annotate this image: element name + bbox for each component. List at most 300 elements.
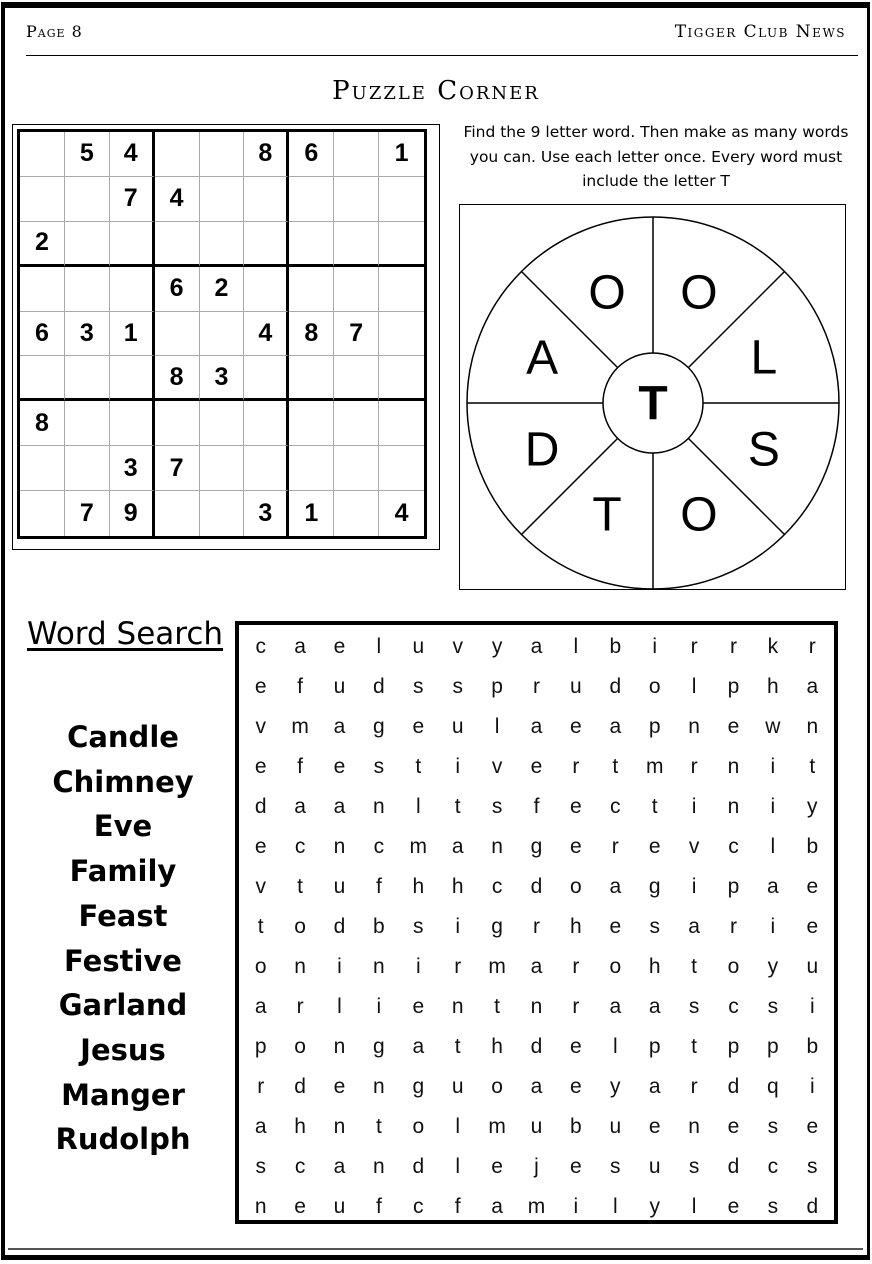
word-search-letter[interactable]: a	[333, 795, 346, 818]
sudoku-cell[interactable]	[110, 222, 155, 267]
word-search-letter[interactable]: a	[333, 1155, 346, 1178]
sudoku-cell[interactable]: 7	[334, 312, 379, 357]
word-search-letter[interactable]: n	[491, 835, 503, 858]
word-search-letter[interactable]: m	[291, 715, 309, 738]
word-search-letter[interactable]: t	[651, 795, 658, 818]
word-search-letter[interactable]: e	[570, 1155, 582, 1178]
word-search-letter[interactable]: l	[573, 635, 579, 658]
word-search-letter[interactable]: d	[727, 1075, 740, 1098]
word-search-letter[interactable]: m	[409, 835, 428, 858]
word-search-letter[interactable]: e	[412, 995, 425, 1018]
sudoku-cell[interactable]: 4	[394, 499, 409, 528]
sudoku-cell[interactable]	[110, 401, 155, 446]
word-search-letter[interactable]: e	[727, 715, 740, 738]
sudoku-cell[interactable]	[155, 312, 200, 357]
sudoku-cell[interactable]	[20, 446, 65, 491]
word-search-letter[interactable]: d	[530, 875, 543, 898]
sudoku-cell[interactable]	[379, 177, 424, 222]
word-search-letter[interactable]: p	[648, 1035, 661, 1058]
word-search-letter[interactable]: g	[373, 1035, 385, 1058]
word-search-letter[interactable]: o	[294, 1035, 306, 1058]
word-search-letter[interactable]: s	[767, 1115, 779, 1138]
sudoku-cell[interactable]	[65, 222, 110, 267]
sudoku-cell[interactable]	[200, 312, 245, 357]
sudoku-cell[interactable]: 7	[155, 446, 200, 491]
word-search-letter[interactable]: o	[648, 675, 661, 698]
word-search-letter[interactable]: b	[806, 1035, 819, 1058]
word-search-letter[interactable]: y	[807, 795, 818, 818]
word-search-letter[interactable]: c	[413, 1195, 424, 1218]
word-search-letter[interactable]: t	[612, 755, 619, 778]
word-search-letter[interactable]: a	[609, 995, 622, 1018]
word-search-letter[interactable]: b	[570, 1115, 582, 1138]
word-search-letter[interactable]: s	[688, 1155, 700, 1178]
word-search-letter[interactable]: p	[727, 875, 740, 898]
sudoku-cell[interactable]	[155, 491, 200, 536]
sudoku-cell[interactable]	[200, 446, 245, 491]
word-search-letter[interactable]: i	[809, 995, 815, 1018]
sudoku-cell[interactable]	[334, 491, 379, 536]
word-search-letter[interactable]: p	[648, 715, 661, 738]
word-search-letter[interactable]: e	[530, 755, 543, 778]
word-search-letter[interactable]: i	[691, 795, 697, 818]
word-search-letter[interactable]: h	[648, 955, 661, 978]
word-search-letter[interactable]: q	[767, 1075, 779, 1098]
word-search-letter[interactable]: d	[727, 1155, 740, 1178]
word-search-letter[interactable]: h	[294, 1115, 306, 1138]
word-search-letter[interactable]: t	[809, 755, 816, 778]
word-search-letter[interactable]: d	[530, 1035, 543, 1058]
word-search-letter[interactable]: e	[254, 755, 267, 778]
word-search-letter[interactable]: c	[491, 875, 503, 898]
word-search-letter[interactable]: a	[609, 875, 622, 898]
word-search-letter[interactable]: a	[767, 875, 779, 898]
word-search-letter[interactable]: e	[570, 715, 582, 738]
word-search-letter[interactable]: f	[297, 675, 304, 698]
sudoku-cell[interactable]	[244, 267, 289, 312]
word-search-letter[interactable]: e	[333, 1075, 346, 1098]
word-search-letter[interactable]: s	[807, 1155, 818, 1178]
sudoku-cell[interactable]	[155, 222, 200, 267]
word-search-letter[interactable]: g	[530, 835, 543, 858]
word-search-letter[interactable]: r	[690, 755, 698, 778]
word-search-letter[interactable]: c	[255, 635, 266, 658]
word-search-letter[interactable]: t	[375, 1115, 382, 1138]
sudoku-cell[interactable]	[334, 177, 379, 222]
word-search-letter[interactable]: m	[527, 1195, 546, 1218]
word-search-letter[interactable]: g	[412, 1075, 425, 1098]
word-search-letter[interactable]: a	[530, 955, 543, 978]
word-search-letter[interactable]: u	[333, 675, 346, 698]
word-search-letter[interactable]: i	[573, 1195, 579, 1218]
sudoku-cell[interactable]: 2	[20, 222, 65, 267]
word-search-letter[interactable]: u	[530, 1115, 543, 1138]
sudoku-cell[interactable]	[155, 401, 200, 446]
word-search-letter[interactable]: t	[691, 1035, 698, 1058]
word-search-letter[interactable]: d	[412, 1155, 425, 1178]
sudoku-cell[interactable]	[200, 401, 245, 446]
word-search-letter[interactable]: v	[255, 715, 266, 738]
sudoku-cell[interactable]: 4	[110, 132, 155, 177]
sudoku-cell[interactable]	[200, 177, 245, 222]
sudoku-cell[interactable]	[244, 401, 289, 446]
word-search-letter[interactable]: d	[609, 675, 622, 698]
word-search-letter[interactable]: o	[294, 915, 306, 938]
word-search-letter[interactable]: h	[451, 875, 464, 898]
sudoku-cell[interactable]	[379, 401, 424, 446]
sudoku-cell[interactable]	[334, 401, 379, 446]
word-search-letter[interactable]: l	[376, 635, 382, 658]
word-search-letter[interactable]: r	[296, 995, 304, 1018]
sudoku-cell[interactable]: 3	[65, 312, 110, 357]
word-search-letter[interactable]: n	[333, 1115, 346, 1138]
sudoku-cell[interactable]	[289, 267, 334, 312]
sudoku-cell[interactable]	[65, 177, 110, 222]
word-search-letter[interactable]: e	[491, 1155, 503, 1178]
word-search-letter[interactable]: r	[729, 915, 737, 938]
word-search-letter[interactable]: a	[333, 715, 346, 738]
sudoku-cell[interactable]	[289, 222, 334, 267]
word-search-letter[interactable]: b	[609, 635, 622, 658]
word-search-letter[interactable]: o	[609, 955, 622, 978]
sudoku-cell[interactable]: 8	[244, 132, 289, 177]
word-search-letter[interactable]: y	[610, 1075, 621, 1098]
sudoku-cell[interactable]	[110, 356, 155, 401]
sudoku-cell[interactable]	[244, 222, 289, 267]
word-search-letter[interactable]: o	[254, 955, 267, 978]
word-search-letter[interactable]: n	[373, 795, 385, 818]
word-search-letter[interactable]: s	[373, 755, 385, 778]
word-search-letter[interactable]: s	[610, 1155, 621, 1178]
word-search-letter[interactable]: g	[491, 915, 503, 938]
sudoku-cell[interactable]: 1	[379, 132, 424, 177]
sudoku-cell[interactable]	[200, 491, 245, 536]
sudoku-cell[interactable]	[334, 132, 379, 177]
word-search-letter[interactable]: t	[297, 875, 304, 898]
word-search-letter[interactable]: f	[375, 1195, 382, 1218]
word-search-letter[interactable]: a	[412, 1035, 425, 1058]
word-search-letter[interactable]: u	[333, 1195, 346, 1218]
word-search-letter[interactable]: s	[413, 915, 424, 938]
word-search-letter[interactable]: s	[649, 915, 660, 938]
word-search-letter[interactable]: m	[645, 755, 664, 778]
sudoku-cell[interactable]	[155, 132, 200, 177]
word-search-letter[interactable]: j	[534, 1155, 539, 1178]
word-search-letter[interactable]: h	[767, 675, 779, 698]
sudoku-cell[interactable]	[65, 267, 110, 312]
word-search-letter[interactable]: d	[254, 795, 267, 818]
word-search-letter[interactable]: i	[770, 795, 776, 818]
word-search-letter[interactable]: u	[648, 1155, 661, 1178]
word-search-letter[interactable]: c	[294, 835, 306, 858]
word-search-letter[interactable]: f	[533, 795, 540, 818]
sudoku-cell[interactable]: 7	[65, 491, 110, 536]
word-search-letter[interactable]: i	[337, 955, 342, 978]
word-search-letter[interactable]: c	[728, 995, 739, 1018]
sudoku-cell[interactable]	[334, 446, 379, 491]
word-search-letter[interactable]: s	[688, 995, 700, 1018]
word-search-letter[interactable]: u	[570, 675, 582, 698]
word-search-letter[interactable]: a	[806, 675, 819, 698]
word-search-letter[interactable]: r	[572, 755, 580, 778]
word-search-letter[interactable]: n	[530, 995, 543, 1018]
sudoku-cell[interactable]	[65, 401, 110, 446]
word-search-letter[interactable]: a	[530, 715, 543, 738]
word-search-letter[interactable]: a	[294, 635, 306, 658]
word-search-letter[interactable]: s	[255, 1155, 266, 1178]
word-search-letter[interactable]: m	[488, 955, 506, 978]
word-search-letter[interactable]: f	[297, 755, 304, 778]
word-search-letter[interactable]: f	[375, 875, 382, 898]
word-search-letter[interactable]: a	[294, 795, 306, 818]
sudoku-cell[interactable]: 8	[20, 401, 65, 446]
word-search-letter[interactable]: v	[688, 835, 700, 858]
sudoku-cell[interactable]: 4	[244, 312, 289, 357]
word-search-letter[interactable]: l	[455, 1155, 461, 1178]
word-search-letter[interactable]: l	[770, 835, 776, 858]
word-search-letter[interactable]: e	[570, 835, 582, 858]
sudoku-cell[interactable]	[20, 177, 65, 222]
word-search-letter[interactable]: r	[690, 1075, 698, 1098]
sudoku-cell[interactable]	[334, 267, 379, 312]
sudoku-cell[interactable]	[289, 446, 334, 491]
word-search-letter[interactable]: i	[770, 915, 776, 938]
word-search-letter[interactable]: a	[530, 1075, 543, 1098]
word-search-letter[interactable]: u	[451, 1075, 464, 1098]
word-search-letter[interactable]: n	[254, 1195, 267, 1218]
word-search-letter[interactable]: w	[765, 715, 781, 738]
word-search-letter[interactable]: n	[806, 715, 819, 738]
word-search-letter[interactable]: y	[649, 1195, 660, 1218]
word-search-letter[interactable]: c	[728, 835, 739, 858]
word-search-letter[interactable]: a	[254, 995, 267, 1018]
word-search-letter[interactable]: u	[609, 1115, 622, 1138]
sudoku-cell[interactable]	[200, 132, 245, 177]
word-search-letter[interactable]: n	[373, 955, 385, 978]
word-search-letter[interactable]: d	[333, 915, 346, 938]
word-search-letter[interactable]: e	[806, 875, 819, 898]
word-search-letter[interactable]: d	[806, 1195, 819, 1218]
word-search-letter[interactable]: s	[767, 1195, 779, 1218]
word-search-letter[interactable]: v	[255, 875, 266, 898]
sudoku-cell[interactable]	[65, 356, 110, 401]
word-search-letter[interactable]: t	[454, 1035, 461, 1058]
word-search-letter[interactable]: u	[806, 955, 819, 978]
word-search-letter[interactable]: e	[294, 1195, 306, 1218]
word-search-letter[interactable]: n	[727, 755, 740, 778]
word-search-letter[interactable]: d	[373, 675, 385, 698]
sudoku-cell[interactable]	[379, 312, 424, 357]
word-search-letter[interactable]: a	[688, 915, 700, 938]
sudoku-cell[interactable]: 3	[110, 446, 155, 491]
word-search-letter[interactable]: n	[333, 1035, 346, 1058]
word-search-letter[interactable]: h	[491, 1035, 503, 1058]
sudoku-cell[interactable]	[110, 267, 155, 312]
sudoku-cell[interactable]: 6	[20, 312, 65, 357]
word-search-letter[interactable]: i	[415, 955, 421, 978]
word-search-letter[interactable]: l	[494, 715, 500, 738]
sudoku-cell[interactable]	[289, 356, 334, 401]
word-search-letter[interactable]: e	[254, 675, 267, 698]
word-search-letter[interactable]: t	[454, 795, 461, 818]
sudoku-cell[interactable]: 8	[289, 312, 334, 357]
word-search-letter[interactable]: e	[333, 755, 346, 778]
word-search-letter[interactable]: r	[729, 635, 737, 658]
word-search-letter[interactable]: e	[806, 915, 819, 938]
word-search-letter[interactable]: l	[612, 1195, 618, 1218]
sudoku-cell[interactable]: 6	[289, 132, 334, 177]
sudoku-cell[interactable]: 8	[155, 356, 200, 401]
word-search-letter[interactable]: i	[652, 635, 658, 658]
word-search-letter[interactable]: n	[294, 955, 306, 978]
word-search-letter[interactable]: a	[648, 1075, 661, 1098]
word-search-letter[interactable]: n	[688, 1115, 700, 1138]
word-search-letter[interactable]: e	[412, 715, 425, 738]
word-search-letter[interactable]: m	[488, 1115, 506, 1138]
word-search-letter[interactable]: l	[612, 1035, 618, 1058]
word-search-letter[interactable]: c	[294, 1155, 306, 1178]
word-search-letter[interactable]: p	[767, 1035, 779, 1058]
sudoku-cell[interactable]: 4	[155, 177, 200, 222]
word-search-letter[interactable]: a	[254, 1115, 267, 1138]
word-search-letter[interactable]: n	[727, 795, 740, 818]
word-search-letter[interactable]: r	[532, 675, 540, 698]
word-search-letter[interactable]: n	[373, 1155, 385, 1178]
word-search-letter[interactable]: s	[491, 795, 503, 818]
sudoku-cell[interactable]	[379, 222, 424, 267]
word-search-letter[interactable]: e	[570, 1075, 582, 1098]
word-search-letter[interactable]: k	[767, 635, 779, 658]
sudoku-cell[interactable]: 6	[155, 267, 200, 312]
word-search-letter[interactable]: p	[491, 675, 503, 698]
word-search-letter[interactable]: u	[451, 715, 464, 738]
sudoku-cell[interactable]	[334, 356, 379, 401]
word-search-letter[interactable]: e	[609, 915, 622, 938]
sudoku-cell[interactable]: 9	[110, 491, 155, 536]
word-search-letter[interactable]: r	[532, 915, 540, 938]
word-search-letter[interactable]: p	[254, 1035, 267, 1058]
sudoku-cell[interactable]	[289, 401, 334, 446]
word-search-letter[interactable]: i	[376, 995, 382, 1018]
sudoku-cell[interactable]	[289, 177, 334, 222]
sudoku-cell[interactable]	[20, 132, 65, 177]
sudoku-cell[interactable]	[20, 356, 65, 401]
word-search-letter[interactable]: e	[333, 635, 346, 658]
word-search-letter[interactable]: s	[413, 675, 424, 698]
word-search-letter[interactable]: e	[727, 1115, 740, 1138]
word-search-letter[interactable]: e	[648, 835, 661, 858]
word-search-letter[interactable]: c	[610, 795, 621, 818]
word-search-letter[interactable]: p	[727, 1035, 740, 1058]
word-search-letter[interactable]: o	[727, 955, 740, 978]
word-search-letter[interactable]: r	[808, 635, 816, 658]
sudoku-cell[interactable]: 1	[110, 312, 155, 357]
word-search-letter[interactable]: n	[373, 1075, 385, 1098]
word-search-letter[interactable]: f	[454, 1195, 461, 1218]
sudoku-cell[interactable]: 3	[200, 356, 245, 401]
word-search-letter[interactable]: g	[648, 875, 661, 898]
word-search-letter[interactable]: i	[809, 1075, 815, 1098]
word-search-letter[interactable]: o	[491, 1075, 503, 1098]
word-search-letter[interactable]: a	[491, 1195, 503, 1218]
word-search-letter[interactable]: s	[767, 995, 779, 1018]
word-search-letter[interactable]: e	[254, 835, 267, 858]
word-search-letter[interactable]: r	[572, 955, 580, 978]
sudoku-cell[interactable]	[20, 491, 65, 536]
sudoku-cell[interactable]	[244, 177, 289, 222]
word-search-letter[interactable]: l	[691, 675, 697, 698]
sudoku-cell[interactable]: 3	[244, 491, 289, 536]
word-search-letter[interactable]: i	[691, 875, 697, 898]
word-search-letter[interactable]: e	[806, 1115, 819, 1138]
sudoku-cell[interactable]	[20, 267, 65, 312]
word-search-letter[interactable]: t	[415, 755, 422, 778]
sudoku-cell[interactable]	[244, 356, 289, 401]
word-search-letter[interactable]: y	[767, 955, 779, 978]
word-search-letter[interactable]: o	[412, 1115, 425, 1138]
word-search-letter[interactable]: t	[494, 995, 501, 1018]
word-search-letter[interactable]: i	[455, 915, 461, 938]
sudoku-cell[interactable]	[65, 446, 110, 491]
word-search-letter[interactable]: r	[690, 635, 698, 658]
word-search-letter[interactable]: o	[570, 875, 582, 898]
word-search-letter[interactable]: b	[373, 915, 385, 938]
word-search-letter[interactable]: v	[491, 755, 503, 778]
word-search-letter[interactable]: h	[412, 875, 425, 898]
word-search-letter[interactable]: e	[570, 795, 582, 818]
word-search-letter[interactable]: n	[451, 995, 464, 1018]
word-search-letter[interactable]: n	[333, 835, 346, 858]
word-search-letter[interactable]: i	[770, 755, 776, 778]
word-search-letter[interactable]: s	[452, 675, 463, 698]
word-search-letter[interactable]: b	[806, 835, 819, 858]
word-search-letter[interactable]: p	[727, 675, 740, 698]
word-search-letter[interactable]: u	[333, 875, 346, 898]
word-search-letter[interactable]: h	[570, 915, 582, 938]
word-search-letter[interactable]: n	[688, 715, 700, 738]
word-search-letter[interactable]: i	[455, 755, 461, 778]
sudoku-cell[interactable]	[379, 267, 424, 312]
word-search-letter[interactable]: l	[455, 1115, 461, 1138]
word-search-letter[interactable]: c	[373, 835, 385, 858]
word-search-letter[interactable]: l	[415, 795, 421, 818]
sudoku-cell[interactable]	[200, 222, 245, 267]
sudoku-cell[interactable]	[334, 222, 379, 267]
word-search-letter[interactable]: e	[648, 1115, 661, 1138]
word-search-letter[interactable]: a	[451, 835, 464, 858]
sudoku-cell[interactable]: 2	[200, 267, 245, 312]
word-search-letter[interactable]: d	[294, 1075, 306, 1098]
word-search-letter[interactable]: e	[727, 1195, 740, 1218]
word-search-letter[interactable]: r	[454, 955, 462, 978]
sudoku-cell[interactable]	[379, 446, 424, 491]
word-search-letter[interactable]: l	[337, 995, 342, 1018]
sudoku-cell[interactable]: 7	[110, 177, 155, 222]
word-search-letter[interactable]: t	[257, 915, 264, 938]
sudoku-cell[interactable]	[244, 446, 289, 491]
sudoku-cell[interactable]: 5	[65, 132, 110, 177]
word-search-letter[interactable]: l	[691, 1195, 697, 1218]
sudoku-cell[interactable]: 1	[289, 491, 334, 536]
word-search-letter[interactable]: c	[767, 1155, 779, 1178]
word-search-letter[interactable]: u	[412, 635, 425, 658]
word-search-letter[interactable]: e	[570, 1035, 582, 1058]
word-search-letter[interactable]: r	[257, 1075, 265, 1098]
word-search-letter[interactable]: r	[611, 835, 619, 858]
sudoku-cell[interactable]	[379, 356, 424, 401]
word-search-letter[interactable]: v	[452, 635, 463, 658]
word-search-letter[interactable]: y	[491, 635, 503, 658]
